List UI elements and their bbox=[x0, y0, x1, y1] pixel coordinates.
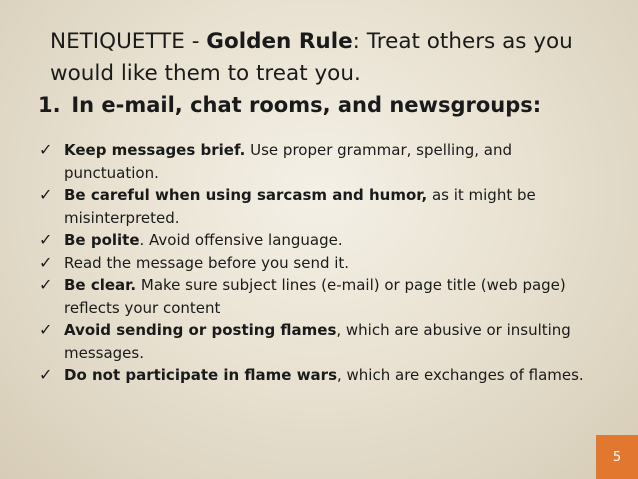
checkmark-icon: ✓ bbox=[39, 140, 53, 159]
page-number: 5 bbox=[612, 449, 622, 465]
checkmark-icon: ✓ bbox=[39, 185, 53, 204]
item-text: , which are exchanges of flames. bbox=[337, 366, 584, 384]
checkmark-icon: ✓ bbox=[39, 365, 53, 384]
checkmark-icon: ✓ bbox=[39, 275, 53, 294]
item-bold: Keep messages brief. bbox=[64, 141, 246, 159]
title-prefix: NETIQUETTE - bbox=[50, 29, 207, 54]
list-item bbox=[38, 184, 588, 229]
item-text: Read the message before you send it. bbox=[64, 253, 350, 272]
item-text: as it might be misinterpreted. bbox=[64, 186, 536, 227]
item-bold: Avoid sending or posting flames bbox=[64, 321, 337, 339]
list-item bbox=[38, 139, 588, 184]
netiquette-list bbox=[38, 139, 588, 387]
heading-text: In e-mail, chat rooms, and newsgroups: bbox=[71, 93, 542, 117]
checkmark-icon: ✓ bbox=[39, 230, 53, 249]
checkmark-icon: ✓ bbox=[39, 320, 53, 339]
title-golden-rule: Golden Rule bbox=[206, 29, 353, 54]
page-number-badge bbox=[596, 435, 638, 479]
item-text: , which are abusive or insulting messages. bbox=[64, 321, 571, 362]
slide-title bbox=[50, 26, 610, 90]
item-bold: Be polite bbox=[64, 231, 140, 249]
heading-number: 1. bbox=[38, 93, 61, 117]
item-bold: Do not participate in flame wars bbox=[64, 366, 337, 384]
list-item bbox=[38, 229, 588, 252]
item-bold: Be careful when using sarcasm and humor, bbox=[64, 186, 428, 204]
section-heading bbox=[38, 91, 618, 119]
list-item bbox=[38, 274, 588, 319]
item-text: Make sure subject lines (e-mail) or page title (web page) reflects your content bbox=[64, 276, 566, 317]
checkmark-icon: ✓ bbox=[39, 252, 53, 272]
list-item bbox=[38, 319, 588, 364]
item-text: . Avoid offensive language. bbox=[139, 231, 343, 249]
list-item bbox=[38, 252, 588, 275]
item-text: Use proper grammar, spelling, and punctuation. bbox=[64, 141, 513, 182]
title-rest: : Treat others as you would like them to treat you. bbox=[50, 29, 573, 86]
list-item bbox=[38, 364, 588, 387]
item-bold: Be clear. bbox=[64, 276, 137, 294]
